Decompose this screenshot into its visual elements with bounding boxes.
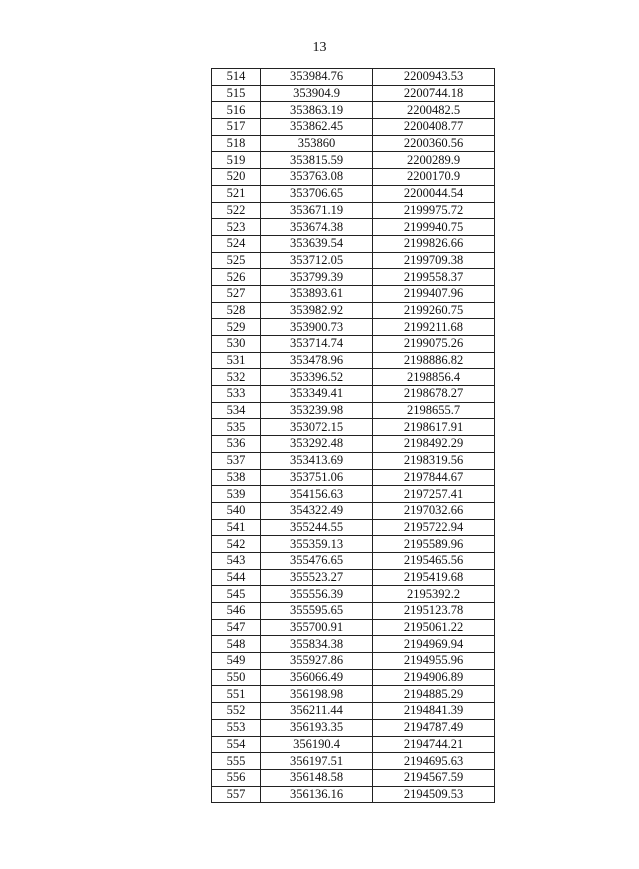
x-coordinate-cell: 353904.9 (261, 85, 373, 102)
table-row (212, 436, 495, 453)
x-coordinate-cell: 353862.45 (261, 119, 373, 136)
y-coordinate-cell: 2199826.66 (373, 235, 495, 252)
point-number-cell: 525 (212, 252, 261, 269)
y-coordinate-cell: 2198617.91 (373, 419, 495, 436)
point-number-cell: 520 (212, 169, 261, 186)
y-coordinate-cell: 2199558.37 (373, 269, 495, 286)
point-number-cell: 529 (212, 319, 261, 336)
table-row (212, 519, 495, 536)
point-number-cell: 530 (212, 336, 261, 353)
x-coordinate-cell: 353706.65 (261, 185, 373, 202)
y-coordinate-cell: 2198678.27 (373, 386, 495, 403)
point-number-cell: 533 (212, 386, 261, 403)
point-number-cell: 537 (212, 452, 261, 469)
x-coordinate-cell: 356148.58 (261, 769, 373, 786)
table-row (212, 269, 495, 286)
point-number-cell: 545 (212, 586, 261, 603)
point-number-cell: 540 (212, 502, 261, 519)
x-coordinate-cell: 353815.59 (261, 152, 373, 169)
x-coordinate-cell: 356211.44 (261, 703, 373, 720)
point-number-cell: 516 (212, 102, 261, 119)
table-row (212, 653, 495, 670)
y-coordinate-cell: 2194695.63 (373, 753, 495, 770)
x-coordinate-cell: 353349.41 (261, 386, 373, 403)
y-coordinate-cell: 2194969.94 (373, 636, 495, 653)
x-coordinate-cell: 353478.96 (261, 352, 373, 369)
table-row (212, 586, 495, 603)
y-coordinate-cell: 2200943.53 (373, 69, 495, 86)
x-coordinate-cell: 353799.39 (261, 269, 373, 286)
point-number-cell: 538 (212, 469, 261, 486)
y-coordinate-cell: 2200360.56 (373, 135, 495, 152)
y-coordinate-cell: 2198492.29 (373, 436, 495, 453)
point-number-cell: 547 (212, 619, 261, 636)
x-coordinate-cell: 353984.76 (261, 69, 373, 86)
x-coordinate-cell: 355523.27 (261, 569, 373, 586)
y-coordinate-cell: 2199260.75 (373, 302, 495, 319)
table-row (212, 302, 495, 319)
y-coordinate-cell: 2197844.67 (373, 469, 495, 486)
point-number-cell: 536 (212, 436, 261, 453)
y-coordinate-cell: 2200170.9 (373, 169, 495, 186)
x-coordinate-cell: 353763.08 (261, 169, 373, 186)
point-number-cell: 523 (212, 219, 261, 236)
point-number-cell: 531 (212, 352, 261, 369)
table-row (212, 85, 495, 102)
y-coordinate-cell: 2199940.75 (373, 219, 495, 236)
x-coordinate-cell: 353671.19 (261, 202, 373, 219)
y-coordinate-cell: 2194567.59 (373, 769, 495, 786)
table-row (212, 369, 495, 386)
y-coordinate-cell: 2197257.41 (373, 486, 495, 503)
x-coordinate-cell: 353292.48 (261, 436, 373, 453)
y-coordinate-cell: 2198319.56 (373, 452, 495, 469)
table-row (212, 719, 495, 736)
x-coordinate-cell: 356066.49 (261, 669, 373, 686)
table-row (212, 386, 495, 403)
x-coordinate-cell: 355244.55 (261, 519, 373, 536)
y-coordinate-cell: 2195123.78 (373, 603, 495, 620)
x-coordinate-cell: 353072.15 (261, 419, 373, 436)
y-coordinate-cell: 2195465.56 (373, 552, 495, 569)
table-row (212, 552, 495, 569)
x-coordinate-cell: 356136.16 (261, 786, 373, 803)
point-number-cell: 535 (212, 419, 261, 436)
table-row (212, 603, 495, 620)
point-number-cell: 556 (212, 769, 261, 786)
table-row (212, 185, 495, 202)
table-row (212, 619, 495, 636)
point-number-cell: 514 (212, 69, 261, 86)
point-number-cell: 555 (212, 753, 261, 770)
table-row (212, 419, 495, 436)
point-number-cell: 544 (212, 569, 261, 586)
x-coordinate-cell: 355476.65 (261, 552, 373, 569)
table-row (212, 235, 495, 252)
y-coordinate-cell: 2200744.18 (373, 85, 495, 102)
table-row (212, 669, 495, 686)
table-row (212, 352, 495, 369)
point-number-cell: 548 (212, 636, 261, 653)
table-row (212, 469, 495, 486)
table-row (212, 786, 495, 803)
table-row (212, 119, 495, 136)
point-number-cell: 515 (212, 85, 261, 102)
table-row (212, 135, 495, 152)
x-coordinate-cell: 355359.13 (261, 536, 373, 553)
point-number-cell: 542 (212, 536, 261, 553)
point-number-cell: 534 (212, 402, 261, 419)
point-number-cell: 551 (212, 686, 261, 703)
y-coordinate-cell: 2200408.77 (373, 119, 495, 136)
point-number-cell: 549 (212, 653, 261, 670)
point-number-cell: 522 (212, 202, 261, 219)
x-coordinate-cell: 353893.61 (261, 285, 373, 302)
table-row (212, 636, 495, 653)
table-row (212, 102, 495, 119)
x-coordinate-cell: 356198.98 (261, 686, 373, 703)
x-coordinate-cell: 353863.19 (261, 102, 373, 119)
y-coordinate-cell: 2194787.49 (373, 719, 495, 736)
x-coordinate-cell: 355700.91 (261, 619, 373, 636)
y-coordinate-cell: 2194885.29 (373, 686, 495, 703)
point-number-cell: 517 (212, 119, 261, 136)
x-coordinate-cell: 356190.4 (261, 736, 373, 753)
point-number-cell: 524 (212, 235, 261, 252)
x-coordinate-cell: 354322.49 (261, 502, 373, 519)
y-coordinate-cell: 2198886.82 (373, 352, 495, 369)
x-coordinate-cell: 353639.54 (261, 235, 373, 252)
x-coordinate-cell: 354156.63 (261, 486, 373, 503)
y-coordinate-cell: 2199709.38 (373, 252, 495, 269)
x-coordinate-cell: 355595.65 (261, 603, 373, 620)
point-number-cell: 541 (212, 519, 261, 536)
table-row (212, 769, 495, 786)
point-number-cell: 550 (212, 669, 261, 686)
point-number-cell: 552 (212, 703, 261, 720)
table-row (212, 169, 495, 186)
x-coordinate-cell: 353396.52 (261, 369, 373, 386)
y-coordinate-cell: 2199975.72 (373, 202, 495, 219)
x-coordinate-cell: 355556.39 (261, 586, 373, 603)
table-row (212, 336, 495, 353)
point-number-cell: 528 (212, 302, 261, 319)
y-coordinate-cell: 2195722.94 (373, 519, 495, 536)
table-row (212, 152, 495, 169)
y-coordinate-cell: 2199075.26 (373, 336, 495, 353)
point-number-cell: 527 (212, 285, 261, 302)
table-row (212, 202, 495, 219)
x-coordinate-cell: 353751.06 (261, 469, 373, 486)
table-row (212, 502, 495, 519)
x-coordinate-cell: 355834.38 (261, 636, 373, 653)
x-coordinate-cell: 353900.73 (261, 319, 373, 336)
y-coordinate-cell: 2199211.68 (373, 319, 495, 336)
x-coordinate-cell: 353982.92 (261, 302, 373, 319)
table-row (212, 486, 495, 503)
x-coordinate-cell: 353712.05 (261, 252, 373, 269)
table-row (212, 703, 495, 720)
point-number-cell: 553 (212, 719, 261, 736)
x-coordinate-cell: 356193.35 (261, 719, 373, 736)
point-number-cell: 526 (212, 269, 261, 286)
table-row (212, 402, 495, 419)
point-number-cell: 521 (212, 185, 261, 202)
table-row (212, 736, 495, 753)
y-coordinate-cell: 2195589.96 (373, 536, 495, 553)
x-coordinate-cell: 353714.74 (261, 336, 373, 353)
coordinates-table-body (212, 69, 495, 803)
coordinates-table (211, 68, 495, 803)
point-number-cell: 546 (212, 603, 261, 620)
x-coordinate-cell: 353674.38 (261, 219, 373, 236)
point-number-cell: 557 (212, 786, 261, 803)
table-row (212, 219, 495, 236)
y-coordinate-cell: 2194744.21 (373, 736, 495, 753)
point-number-cell: 519 (212, 152, 261, 169)
point-number-cell: 532 (212, 369, 261, 386)
y-coordinate-cell: 2198856.4 (373, 369, 495, 386)
y-coordinate-cell: 2200289.9 (373, 152, 495, 169)
y-coordinate-cell: 2195419.68 (373, 569, 495, 586)
y-coordinate-cell: 2198655.7 (373, 402, 495, 419)
x-coordinate-cell: 353413.69 (261, 452, 373, 469)
x-coordinate-cell: 353860 (261, 135, 373, 152)
table-row (212, 319, 495, 336)
y-coordinate-cell: 2194955.96 (373, 653, 495, 670)
x-coordinate-cell: 355927.86 (261, 653, 373, 670)
y-coordinate-cell: 2200482.5 (373, 102, 495, 119)
point-number-cell: 543 (212, 552, 261, 569)
table-row (212, 252, 495, 269)
y-coordinate-cell: 2195392.2 (373, 586, 495, 603)
table-row (212, 569, 495, 586)
y-coordinate-cell: 2194841.39 (373, 703, 495, 720)
y-coordinate-cell: 2200044.54 (373, 185, 495, 202)
table-row (212, 536, 495, 553)
point-number-cell: 518 (212, 135, 261, 152)
x-coordinate-cell: 356197.51 (261, 753, 373, 770)
x-coordinate-cell: 353239.98 (261, 402, 373, 419)
y-coordinate-cell: 2199407.96 (373, 285, 495, 302)
y-coordinate-cell: 2195061.22 (373, 619, 495, 636)
table-row (212, 686, 495, 703)
table-row (212, 285, 495, 302)
page-number: 13 (312, 40, 327, 55)
table-row (212, 69, 495, 86)
y-coordinate-cell: 2194509.53 (373, 786, 495, 803)
y-coordinate-cell: 2194906.89 (373, 669, 495, 686)
table-row (212, 452, 495, 469)
point-number-cell: 539 (212, 486, 261, 503)
table-row (212, 753, 495, 770)
point-number-cell: 554 (212, 736, 261, 753)
y-coordinate-cell: 2197032.66 (373, 502, 495, 519)
